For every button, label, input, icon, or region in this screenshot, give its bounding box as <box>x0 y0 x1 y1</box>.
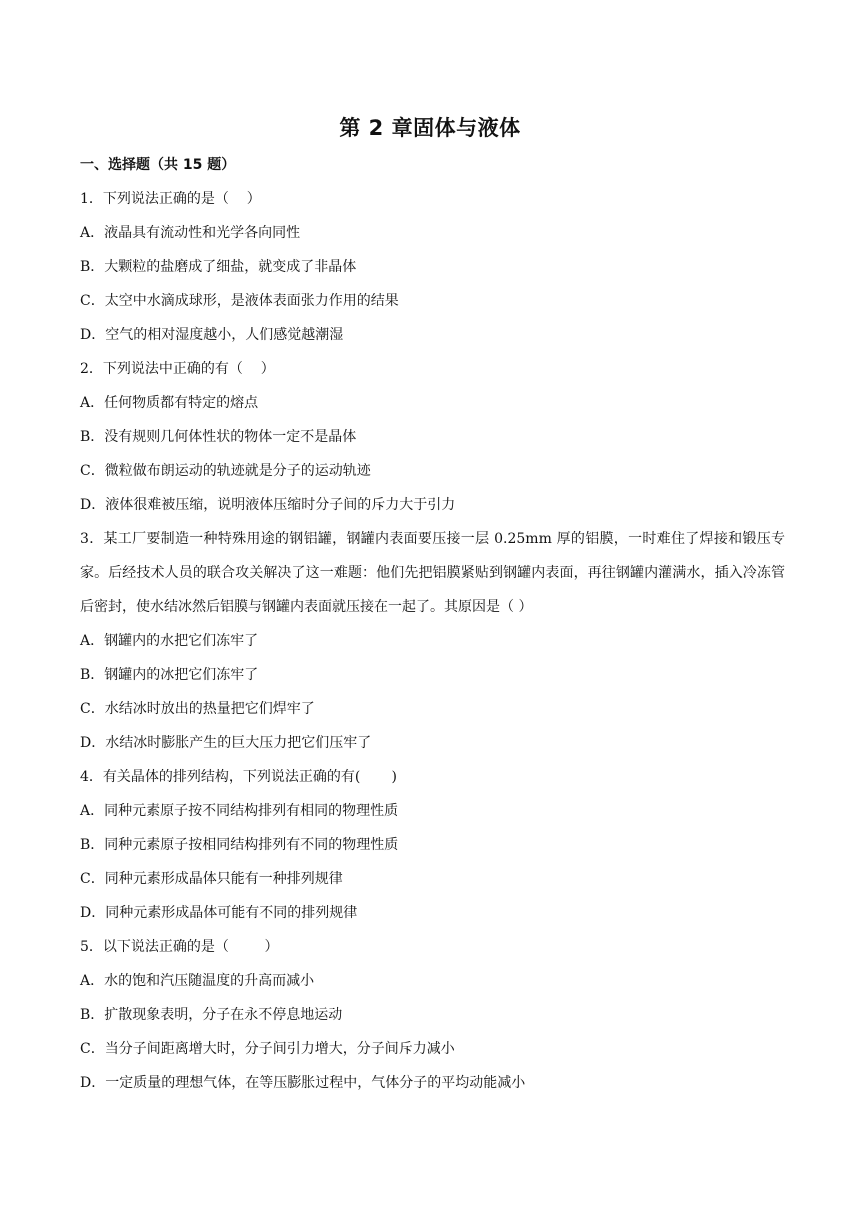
option-a: A．水的饱和汽压随温度的升高而减小 <box>80 973 315 989</box>
section-heading: 一、选择题（共 15 题） <box>80 157 236 173</box>
question-stem: 3．某工厂要制造一种特殊用途的钢铝罐，钢罐内表面要压接一层 0.25mm 厚的铝膜，一时难住了焊接和锻压专家。后经技术人员的联合攻关解决了这一难题：他们先把铝膜紧贴到钢罐内表面，再往钢罐内灌满水，插入冷冻管后密封，使水结冰然后铝膜与钢罐内表面就压接在一起了。其原因是（ ） <box>80 531 785 615</box>
option-d: D．水结冰时膨胀产生的巨大压力把它们压牢了 <box>80 735 372 751</box>
option-b: B．同种元素原子按相同结构排列有不同的物理性质 <box>80 837 399 853</box>
option-b: B．没有规则几何体性状的物体一定不是晶体 <box>80 429 357 445</box>
question-1 <box>80 189 785 345</box>
option-a: A．任何物质都有特定的熔点 <box>80 395 259 411</box>
option-d: D．液体很难被压缩，说明液体压缩时分子间的斥力大于引力 <box>80 497 456 513</box>
question-stem: 5．以下说法正确的是（ ） <box>80 939 279 955</box>
option-c: C．水结冰时放出的热量把它们焊牢了 <box>80 701 315 717</box>
option-c: C．当分子间距离增大时，分子间引力增大，分子间斥力减小 <box>80 1041 455 1057</box>
option-c: C．同种元素形成晶体只能有一种排列规律 <box>80 871 343 887</box>
option-a: A．同种元素原子按不同结构排列有相同的物理性质 <box>80 803 399 819</box>
question-stem: 1．下列说法正确的是（ ） <box>80 191 261 207</box>
option-a: A．钢罐内的水把它们冻牢了 <box>80 633 259 649</box>
option-b: B．扩散现象表明，分子在永不停息地运动 <box>80 1007 343 1023</box>
option-a: A．液晶具有流动性和光学各向同性 <box>80 225 301 241</box>
question-stem: 2．下列说法中正确的有（ ） <box>80 361 275 377</box>
document-content <box>80 155 785 1107</box>
option-c: C．微粒做布朗运动的轨迹就是分子的运动轨迹 <box>80 463 371 479</box>
question-5 <box>80 937 785 1093</box>
option-d: D．同种元素形成晶体可能有不同的排列规律 <box>80 905 358 921</box>
option-c: C．太空中水滴成球形，是液体表面张力作用的结果 <box>80 293 399 309</box>
question-4 <box>80 767 785 923</box>
question-2 <box>80 359 785 515</box>
question-3 <box>80 522 785 753</box>
option-b: B．大颗粒的盐磨成了细盐，就变成了非晶体 <box>80 259 357 275</box>
option-b: B．钢罐内的冰把它们冻牢了 <box>80 667 259 683</box>
option-d: D．一定质量的理想气体，在等压膨胀过程中，气体分子的平均动能减小 <box>80 1075 526 1091</box>
option-d: D．空气的相对湿度越小，人们感觉越潮湿 <box>80 327 344 343</box>
question-stem: 4．有关晶体的排列结构，下列说法正确的有( ) <box>80 769 397 785</box>
page-title: 第 2 章固体与液体 <box>339 116 521 140</box>
